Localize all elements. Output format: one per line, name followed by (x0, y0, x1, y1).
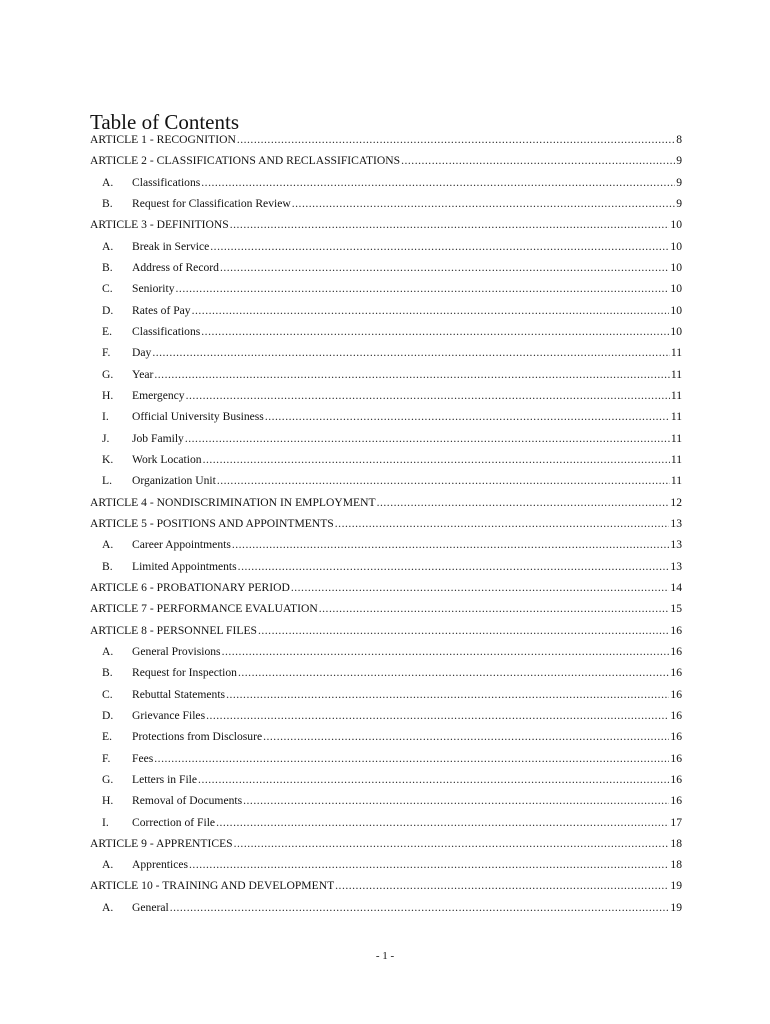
toc-entry-page-number: 13 (670, 538, 682, 552)
toc-entry-letter: H. (102, 794, 114, 808)
toc-entry-page-number: 16 (670, 687, 682, 701)
toc-entry-page-number: 11 (670, 346, 682, 360)
toc-entry-page-number: 11 (670, 474, 682, 488)
dot-leader (154, 368, 669, 381)
toc-entry-label: Career Appointments (132, 538, 231, 552)
toc-subentry[interactable] (90, 432, 682, 453)
toc-article-entry[interactable] (90, 879, 682, 900)
toc-entry-letter: F. (102, 751, 111, 765)
toc-entry-page-number: 19 (670, 879, 682, 893)
dot-leader (222, 645, 670, 658)
toc-entry-label: Year (132, 367, 154, 381)
toc-entry-page-number: 10 (670, 303, 682, 317)
toc-subentry[interactable] (90, 773, 682, 794)
toc-subentry[interactable] (90, 325, 682, 346)
toc-entry-label: Seniority (132, 282, 175, 296)
toc-entry-page-number: 11 (670, 431, 682, 445)
toc-entry-label: Request for Classification Review (132, 196, 291, 210)
toc-entry-letter: B. (102, 260, 113, 274)
toc-entry-label: Removal of Documents (132, 794, 243, 808)
toc-entry-label: Grievance Files (132, 708, 206, 722)
dot-leader (335, 517, 670, 530)
toc-entry-page-number: 11 (670, 388, 682, 402)
toc-entry-page-number: 18 (670, 858, 682, 872)
toc-entry-label: Correction of File (132, 815, 216, 829)
toc-entry-page-number: 15 (670, 602, 682, 616)
toc-subentry[interactable] (90, 816, 682, 837)
dot-leader (192, 304, 670, 317)
toc-entry-letter: J. (102, 431, 110, 445)
dot-leader (203, 453, 670, 466)
toc-subentry[interactable] (90, 474, 682, 495)
toc-entry-letter: A. (102, 175, 114, 189)
toc-entry-letter: A. (102, 538, 114, 552)
toc-entry-page-number: 10 (670, 218, 682, 232)
dot-leader (263, 730, 669, 743)
dot-leader (152, 346, 670, 359)
toc-entry-label: General Provisions (132, 644, 221, 658)
dot-leader (265, 410, 670, 423)
toc-entry-label: ARTICLE 5 - POSITIONS AND APPOINTMENTS (90, 516, 334, 530)
toc-subentry[interactable] (90, 389, 682, 410)
toc-entry-page-number: 11 (670, 367, 682, 381)
toc-subentry[interactable] (90, 410, 682, 431)
toc-entry-page-number: 11 (670, 410, 682, 424)
toc-entry-letter: B. (102, 559, 113, 573)
toc-entry-page-number: 9 (676, 154, 682, 168)
toc-subentry[interactable] (90, 304, 682, 325)
dot-leader (377, 496, 670, 509)
dot-leader (185, 432, 670, 445)
toc-entry-page-number: 14 (670, 580, 682, 594)
dot-leader (232, 538, 670, 551)
toc-entry-label: Address of Record (132, 260, 219, 274)
toc-entry-page-number: 12 (670, 495, 682, 509)
toc-article-entry[interactable] (90, 154, 682, 175)
toc-entry-letter: A. (102, 644, 114, 658)
toc-entry-page-number: 9 (676, 175, 682, 189)
toc-article-entry[interactable] (90, 133, 682, 154)
toc-entry-letter: F. (102, 346, 111, 360)
toc-entry-label: Emergency (132, 388, 185, 402)
toc-entry-letter: G. (102, 772, 114, 786)
dot-leader (210, 240, 669, 253)
toc-entry-letter: H. (102, 388, 114, 402)
dot-leader (234, 837, 670, 850)
toc-entry-letter: D. (102, 303, 114, 317)
toc-entry-letter: E. (102, 730, 112, 744)
toc-subentry[interactable] (90, 176, 682, 197)
toc-entry-label: ARTICLE 8 - PERSONNEL FILES (90, 623, 257, 637)
toc-subentry[interactable] (90, 560, 682, 581)
toc-subentry[interactable] (90, 645, 682, 666)
dot-leader (206, 709, 669, 722)
toc-entry-letter: C. (102, 687, 113, 701)
toc-entry-label: Official University Business (132, 410, 264, 424)
dot-leader (243, 794, 669, 807)
toc-article-entry[interactable] (90, 218, 682, 239)
dot-leader (319, 602, 670, 615)
toc-entry-letter: A. (102, 858, 114, 872)
toc-entry-page-number: 10 (670, 324, 682, 338)
toc-entry-letter: C. (102, 282, 113, 296)
toc-entry-page-number: 16 (670, 794, 682, 808)
toc-subentry[interactable] (90, 794, 682, 815)
dot-leader (291, 581, 670, 594)
toc-entry-page-number: 19 (670, 900, 682, 914)
toc-entry-label: Organization Unit (132, 474, 216, 488)
toc-entry-page-number: 9 (676, 196, 682, 210)
toc-subentry[interactable] (90, 346, 682, 367)
toc-entry-page-number: 16 (670, 708, 682, 722)
toc-entry-label: Request for Inspection (132, 666, 237, 680)
toc-entry-label: Fees (132, 751, 154, 765)
table-of-contents (90, 133, 682, 922)
toc-entry-label: ARTICLE 4 - NONDISCRIMINATION IN EMPLOYMENT (90, 495, 376, 509)
toc-entry-label: ARTICLE 7 - PERFORMANCE EVALUATION (90, 602, 318, 616)
toc-entry-label: Rebuttal Statements (132, 687, 226, 701)
toc-entry-label: ARTICLE 2 - CLASSIFICATIONS AND RECLASSIFICATIONS (90, 154, 401, 168)
toc-entry-page-number: 16 (670, 623, 682, 637)
dot-leader (335, 879, 669, 892)
toc-subentry[interactable] (90, 453, 682, 474)
dot-leader (176, 282, 670, 295)
toc-entry-label: Letters in File (132, 772, 198, 786)
toc-entry-label: Break in Service (132, 239, 210, 253)
toc-entry-label: ARTICLE 1 - RECOGNITION (90, 133, 236, 146)
toc-entry-label: Classifications (132, 175, 201, 189)
toc-article-entry[interactable] (90, 581, 682, 602)
dot-leader (201, 325, 669, 338)
dot-leader (154, 752, 669, 765)
toc-entry-label: Limited Appointments (132, 559, 237, 573)
dot-leader (198, 773, 669, 786)
toc-entry-page-number: 8 (676, 133, 682, 146)
toc-subentry[interactable] (90, 901, 682, 922)
toc-subentry[interactable] (90, 261, 682, 282)
dot-leader (226, 688, 669, 701)
toc-entry-label: Protections from Disclosure (132, 730, 263, 744)
toc-entry-page-number: 17 (670, 815, 682, 829)
toc-entry-page-number: 10 (670, 239, 682, 253)
toc-subentry[interactable] (90, 688, 682, 709)
toc-subentry[interactable] (90, 282, 682, 303)
toc-entry-label: General (132, 900, 169, 914)
toc-entry-label: Job Family (132, 431, 184, 445)
toc-subentry[interactable] (90, 730, 682, 751)
toc-entry-page-number: 16 (670, 730, 682, 744)
toc-article-entry[interactable] (90, 624, 682, 645)
toc-entry-page-number: 13 (670, 559, 682, 573)
dot-leader (216, 816, 669, 829)
dot-leader (186, 389, 670, 402)
toc-entry-page-number: 18 (670, 836, 682, 850)
toc-subentry[interactable] (90, 709, 682, 730)
toc-article-entry[interactable] (90, 496, 682, 517)
toc-entry-letter: L. (102, 474, 112, 488)
toc-entry-letter: G. (102, 367, 114, 381)
toc-entry-label: ARTICLE 10 - TRAINING AND DEVELOPMENT (90, 879, 335, 893)
toc-entry-label: ARTICLE 6 - PROBATIONARY PERIOD (90, 580, 290, 594)
toc-entry-label: Apprentices (132, 858, 189, 872)
toc-entry-page-number: 16 (670, 772, 682, 786)
toc-entry-page-number: 11 (670, 452, 682, 466)
toc-subentry[interactable] (90, 368, 682, 389)
toc-entry-label: Classifications (132, 324, 201, 338)
toc-entry-page-number: 16 (670, 644, 682, 658)
toc-entry-page-number: 10 (670, 260, 682, 274)
dot-leader (258, 624, 669, 637)
dot-leader (401, 154, 675, 167)
page-number: - 1 - (375, 950, 395, 962)
dot-leader (230, 218, 670, 231)
toc-entry-label: Rates of Pay (132, 303, 191, 317)
dot-leader (189, 858, 669, 871)
toc-subentry[interactable] (90, 197, 682, 218)
toc-article-entry[interactable] (90, 517, 682, 538)
toc-entry-letter: B. (102, 196, 113, 210)
toc-entry-letter: E. (102, 324, 112, 338)
toc-entry-page-number: 10 (670, 282, 682, 296)
dot-leader (170, 901, 670, 914)
toc-entry-letter: I. (102, 815, 109, 829)
page-title: Table of Contents (90, 110, 239, 134)
toc-article-entry[interactable] (90, 837, 682, 858)
toc-entry-label: Day (132, 346, 152, 360)
dot-leader (220, 261, 669, 274)
toc-entry-letter: A. (102, 239, 114, 253)
toc-entry-label: ARTICLE 3 - DEFINITIONS (90, 218, 229, 232)
dot-leader (292, 197, 675, 210)
toc-entry-label: Work Location (132, 452, 202, 466)
toc-entry-letter: A. (102, 900, 114, 914)
toc-entry-page-number: 16 (670, 751, 682, 765)
dot-leader (238, 560, 670, 573)
toc-subentry[interactable] (90, 240, 682, 261)
toc-subentry[interactable] (90, 858, 682, 879)
dot-leader (217, 474, 670, 487)
dot-leader (201, 176, 675, 189)
toc-entry-page-number: 13 (670, 516, 682, 530)
toc-subentry[interactable] (90, 752, 682, 773)
dot-leader (238, 666, 669, 679)
toc-entry-letter: B. (102, 666, 113, 680)
toc-entry-letter: D. (102, 708, 114, 722)
toc-entry-label: ARTICLE 9 - APPRENTICES (90, 836, 233, 850)
toc-subentry[interactable] (90, 538, 682, 559)
toc-subentry[interactable] (90, 666, 682, 687)
toc-entry-letter: K. (102, 452, 114, 466)
toc-article-entry[interactable] (90, 602, 682, 623)
toc-entry-page-number: 16 (670, 666, 682, 680)
dot-leader (237, 133, 675, 146)
toc-entry-letter: I. (102, 410, 109, 424)
